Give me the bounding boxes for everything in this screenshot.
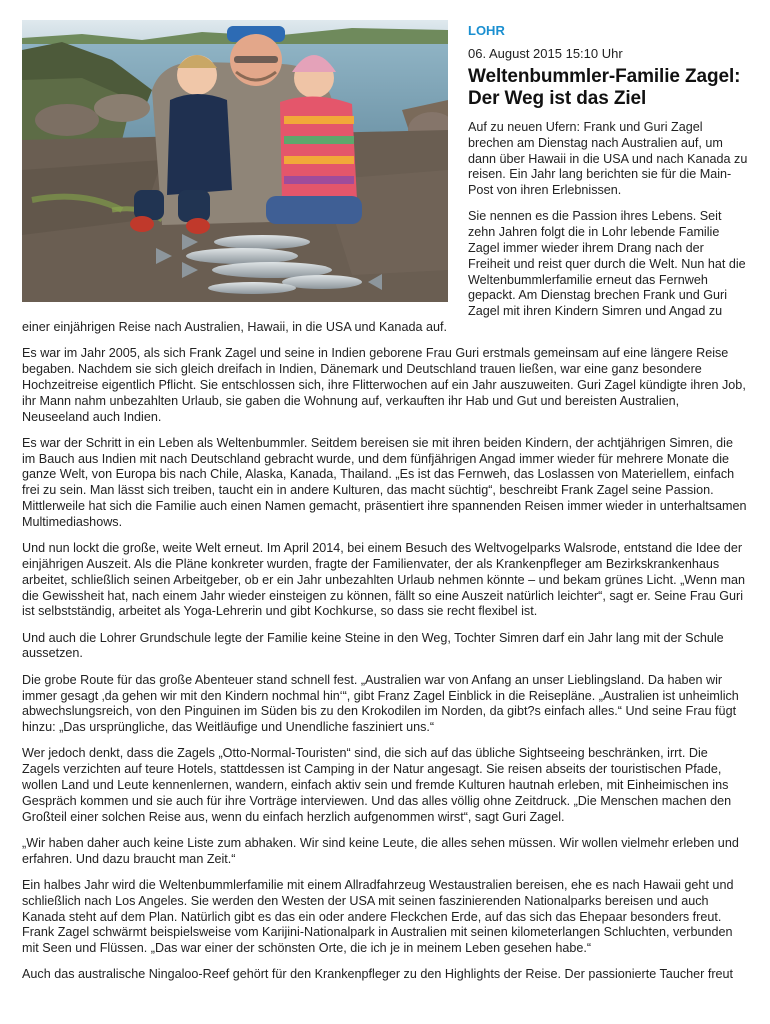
article-paragraph: Auch das australische Ningaloo-Reef gehört für den Krankenpfleger zu den Highlights der Reise. Der passionierte Taucher freut xyxy=(22,967,734,982)
article-headline: Weltenbummler-Familie Zagel: Der Weg ist das Ziel xyxy=(468,66,741,109)
article-dateline: 06. August 2015 15:10 Uhr xyxy=(468,46,623,61)
article-paragraph: Es war der Schritt in ein Leben als Weltenbummler. Seitdem bereisen sie mit ihren beiden Kindern, der achtjährigen Simren, die im Bauch aus Indien mit nach Deutschland gebracht wurde, und dem fünfjährigen Angad immer wieder für mehrere Monate die ganze Welt, von Europa bis nach Chile, Alaska, Kanada, Thailand. „Es ist das Fernweh, das Loslassen von Materiellem, einfach frei zu sein. Man lässt sich treiben, taucht ein in andere Kulturen, das macht süchtig“, beschreibt Frank Zagel seine Passion. Mittlerweile hat sich die Familie auch einen Namen gemacht, präsentiert ihre spannenden Reisen immer wieder in unterhaltsamen Multimediashows. xyxy=(22,435,747,529)
article-paragraph: Es war im Jahr 2005, als sich Frank Zagel und seine in Indien geborene Frau Guri erstmals gemeinsam auf eine längere Reise begaben. Nachdem sie sich gleich dreifach in Indien, Dänemark und Deutschland trauen ließen, war eine ganz besondere Hochzeitreise eigentlich Pflicht. Sie entschlossen sich, ihre Flitterwochen auf ein Jahr auszuweiten. Guri Zagel kündigte ihren Job, ihr Mann nahm unbezahlten Urlaub, sie gaben die Wohnung auf, verkauften ihr Hab und Gut und bereisten Australien, Neuseeland auch Indien. xyxy=(22,346,746,424)
article-photo xyxy=(22,20,448,302)
article-lead: Auf zu neuen Ufern: Frank und Guri Zagel brechen am Dienstag nach Australien auf, um dann über Hawaii in die USA und nach Kanada zu reisen. Ein Jahr lang berichten sie für die Main-Post von ihren Erlebnissen. xyxy=(468,120,748,198)
article-paragraph: Und auch die Lohrer Grundschule legte der Familie keine Steine in den Weg, Tochter Simren darf ein Jahr lang mit der Schule aussetzen. xyxy=(22,630,724,661)
article-paragraph: Die grobe Route für das große Abenteuer stand schnell fest. „Australien war von Anfang an unser Lieblingsland. Da haben wir immer gesagt ‚da gehen wir mit den Kindern nochmal hin‘“, gibt Franz Zagel Einblick in die Reisepläne. „Australien ist unheimlich abwechslungsreich, von den Pinguinen im Süden bis zu den Krokodilen im Norden, da gibt?s einfach alles.“ Und seine Frau fügt hinzu: „Das ursprüngliche, das Weitläufige und Unendliche fasziniert uns.“ xyxy=(22,672,739,735)
article-paragraph: Sie nennen es die Passion ihres Lebens. Seit zehn Jahren folgt die in Lohr lebende Familie Zagel immer wieder ihrem Drang nach der Freiheit und reist quer durch die Welt. Nun hat die Weltenbummlerfamilie erneut das Fernweh gepackt. Am Dienstag brechen Frank und Guri Zagel mit ihren Kindern Simren und Angad zu einer einjährigen Reise nach Australien, Hawaii, in die USA und Kanada auf. xyxy=(22,209,746,335)
article-paragraph: Ein halbes Jahr wird die Weltenbummlerfamilie mit einem Allradfahrzeug Westaustralien bereisen, ehe es nach Hawaii geht und schließlich nach Los Angeles. Sie werden den Westen der USA mit seinen faszinierenden Nationalparks bereisen und auch Kanada steht auf dem Plan. Natürlich gibt es das ein oder andere Fleckchen Erde, auf das sich das Ehepaar besonders freut. Frank Zagel schwärmt beispielsweise vom Karijini-Nationalpark in Australien mit seinen kilometerlangen Schluchten, verbunden mit Seen und Flüssen. „Das war einer der schönsten Orte, die ich je in meinem Leben gesehen habe.“ xyxy=(22,877,734,956)
article-paragraph: Wer jedoch denkt, dass die Zagels „Otto-Normal-Touristen“ sind, die sich auf das übliche Sightseeing beschränken, irrt. Die Zagels verzichten auf teure Hotels, stattdessen ist Camping in der Natur angesagt. Sie reisen abseits der touristischen Pfade, wollen Land und Leute kennenlernen, wandern, einfach aktiv sein und fremde Kulturen hautnah erleben, mit Einheimischen ins Gespräch kommen und sie auch für ihre Vorträge interviewen. Und das alles völlig ohne Zeitdruck. „Die Menschen machen den Großteil einer solchen Reise aus, wenn du einfach herzlich aufgenommen wirst“, sagt Guri Zagel. xyxy=(22,746,732,824)
section-label[interactable]: LOHR xyxy=(468,23,505,38)
article xyxy=(22,20,748,994)
article-paragraph: „Wir haben daher auch keine Liste zum abhaken. Wir sind keine Leute, die alles sehen müssen. Wir wollen vielmehr erleben und erfahren. Und dazu braucht man Zeit.“ xyxy=(22,835,739,866)
article-paragraph: Und nun lockt die große, weite Welt erneut. Im April 2014, bei einem Besuch des Weltvogelparks Walsrode, entstand die Idee der einjährigen Auszeit. Als die Pläne konkreter wurden, fragte der Familienvater, der als Krankenpfleger am Bezirkskrankenhaus arbeitet, schließlich seinen Arbeitgeber, ob er ein Jahr unbezahlten Urlaub nehmen könnte – und bekam grünes Licht. „Wenn man die Gewissheit hat, nach einem Jahr wieder einsteigen zu können, fällt so eine Auszeit natürlich leichter“, sagt er. Seine Frau Guri ist selbstständig, arbeitet als Yoga-Lehrerin und gibt Kochkurse, so dass sie recht flexibel ist. xyxy=(22,541,745,619)
family-photo-image xyxy=(22,20,448,302)
